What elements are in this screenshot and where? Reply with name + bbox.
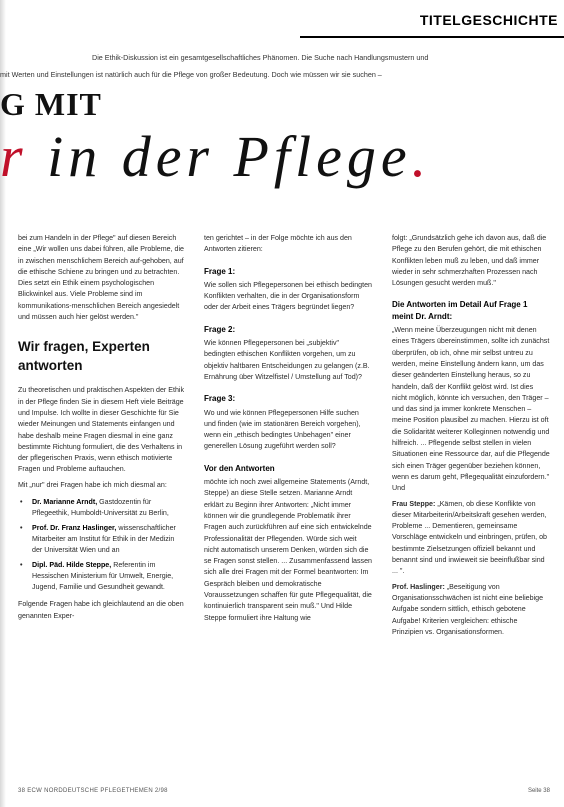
bullet-icon: •	[20, 523, 23, 532]
question-2-title: Frage 2:	[204, 324, 236, 334]
bullet-icon: •	[20, 498, 23, 507]
headline-line-1: G MIT	[0, 86, 102, 122]
paragraph: Folgende Fragen habe ich gleichlautend an die oben genannten Exper-	[18, 600, 184, 620]
subheading: Wir fragen, Experten antworten	[18, 339, 150, 374]
paragraph: Frau Steppe: „Kämen, ob diese Konflikte von dieser Mitarbeiterin/Arbeitskraft gesehen werden, Probleme ... Dementieren, gemeinsame Vorschläge entwickeln und einbringen, prüfen, ob bestimmte Zielsetzungen offiziell bekannt und benannt sind und inwieweit sie beeinflußbar sind ... ".	[392, 499, 547, 576]
headline-main: in der Pflege	[27, 124, 412, 189]
question-3-text: Wo und wie können Pflegepersonen Hilfe suchen und finden (wie im stationären Bereich vorgehen), wenn ein „ethisch bedingtes Unbehagen" einer generellen Lösung zugeführt werden soll?	[204, 408, 361, 451]
expert-item: • Dipl. Päd. Hilde Steppe, Referentin im Hessischen Ministerium für Umwelt, Energie, Jugend, Familie und Gesundheit gewandt.	[20, 560, 174, 592]
footer-page-number: Seite 38	[527, 788, 550, 794]
question-1-title: Frage 1:	[204, 266, 236, 276]
teaser-line-2: mit Werten und Einstellungen ist natürlich auch für die Pflege von großer Bedeutung. Doch wie müssen wir sie suchen –	[0, 70, 382, 79]
question-1-text: Wie sollen sich Pflegepersonen bei ethisch bedingten Konflikten verhalten, die in der Organisationsform oder der Arbeit eines Trägers begründet liegen?	[204, 280, 372, 312]
headline-line-2	[0, 122, 431, 192]
rubric-rule	[300, 36, 564, 38]
article-column-1	[18, 233, 186, 626]
paragraph: Prof. Haslinger: „Beseitigung von Organisationsschwächen ist nicht eine beliebige Aufgabe sondern sittlich, ethisch gebotene Aufgabe! Kriterien vergleichen: ethische Prinzipien vs. Organisationsformen.	[392, 582, 544, 636]
expert-item: • Prof. Dr. Franz Haslinger, wissenschaftlicher Mitarbeiter am Institut für Ethik in der Medizin der Universität Wien und an	[20, 523, 176, 555]
paragraph: Zu theoretischen und praktischen Aspekten der Ethik in der Pflege finden Sie in diesem Heft viele Beiträge und Impulse. Ich wollte in dieser Geschichte für Sie wieder Meinungen und Statements einfangen und habe deshalb meine Fragen diesmal in eine ganz bestimmte Richtung formuliert, die des Verhaltens in der pflegerischen Praxis, wenn ethisch motivierte Fragen und Probleme auftauchen.	[18, 386, 185, 474]
article-column-2	[204, 233, 372, 628]
expert-item: • Dr. Marianne Arndt, Gastdozentin für Pflegeethik, Humboldt-Universität zu Berlin,	[20, 498, 169, 518]
speaker-label: Frau Steppe:	[392, 499, 436, 508]
answers-intro-text: möchte ich noch zwei allgemeine Statements (Arndt, Steppe) an diese Stelle setzen. Marianne Arndt erklärt zu Beginn ihrer Antworten: „Nicht immer können wir die grundlegende Problematik ihrer Fragen auch zurückführen auf eine sich entwickelnde Professionalität der Pflegenden. Würde sich weit nicht automatisch unserem Denken, würden sich die se Fragen sonst stellen. ... Zusammenfassend lassen sich alle drei Fragen mit der Formel beantworten: Im Gespräch bleiben und demokratische Voraussetzungen schaffen für gute Pflegequalität, die kontinuierlich transparent sein muß." Und Hilde Steppe formuliert ihre Haltung wie	[204, 478, 372, 622]
question-3-title: Frage 3:	[204, 394, 236, 404]
paragraph: ten gerichtet – in der Folge möchte ich aus den Antworten zitieren:	[204, 234, 352, 254]
question-2-text: Wie können Pflegepersonen bei „subjektiv" bedingten ethischen Konflikten vorgehen, um zu objektiv haltbaren Entscheidungen zu gelangen (z.B. Ernährung über Witzelfistel / Umstellung auf Tod)?	[204, 339, 370, 381]
speaker-label: Prof. Haslinger:	[392, 582, 445, 591]
paragraph: Mit „nur" drei Fragen habe ich mich diesmal an:	[18, 480, 167, 489]
section-rubric: TITELGESCHICHTE	[419, 12, 558, 28]
paragraph: bei zum Handeln in der Pflege" auf diesen Bereich eine „Wir wollen uns dabei führen, alle Probleme, die in zwischen menschlichem Bereich auf-gehoben, auf die ethische Schiene zu bringen und zu betrachten. Dies setzt ein Ethik einem psychologischen Blickwinkel aus. Viele Probleme sind im kommunikations-menschlichen Bereich angesiedelt und müssen auch hier gelöst werden."	[18, 234, 185, 322]
answers-intro-title: Vor den Antworten	[204, 463, 275, 473]
answers-detail-heading: Die Antworten im Detail Auf Frage 1 meint Dr. Arndt:	[392, 300, 528, 321]
teaser-text	[0, 49, 556, 83]
article-column-3	[392, 233, 550, 642]
bullet-icon: •	[20, 560, 23, 569]
headline-red-dot: .	[411, 124, 432, 189]
expert-list	[18, 497, 186, 593]
footer-publication: 38 ECW NORDDEUTSCHE PFLEGETHEMEN 2/98	[18, 788, 168, 794]
paragraph: folgt: „Grundsätzlich gehe ich davon aus, daß die Pflege zu den Berufen gehört, die mit ethischen Konflikten leben muß zu leben, und daß immer wieder in sehr schmerzhaften Prozessen nach Lösungen gesucht werden muß."	[392, 234, 547, 288]
paragraph: „Wenn meine Überzeugungen nicht mit denen eines Trägers übereinstimmen, sollte ich zunächst überprüfen, ob ich, ohne mir selbst untreu zu werden, meine Einstellung ändern kann, um das dieser geänderten Einstellung heraus, so zu handeln, daß der Konflikt gelöst wird. Ist dies nicht möglich, könnte ich versuchen, den Träger – und das sind ja immer konkrete Menschen – meine Position plausibel zu machen. Hierzu ist oft die Solidarität weiterer Kolleginnen notwendig und hilfreich. ... Pflegende selbst stellen in vielen Situationen eine Ressource dar, auf die Pflegende sich einen Träger gegenüber beziehen können, wenn es darum geht, Pflegequalität einzufordern." Und	[392, 326, 550, 493]
headline-red-fragment: r	[0, 124, 28, 189]
teaser-line-1: Die Ethik-Diskussion ist ein gesamtgesellschaftliches Phänomen. Die Suche nach Handlungsmustern und	[92, 53, 429, 62]
